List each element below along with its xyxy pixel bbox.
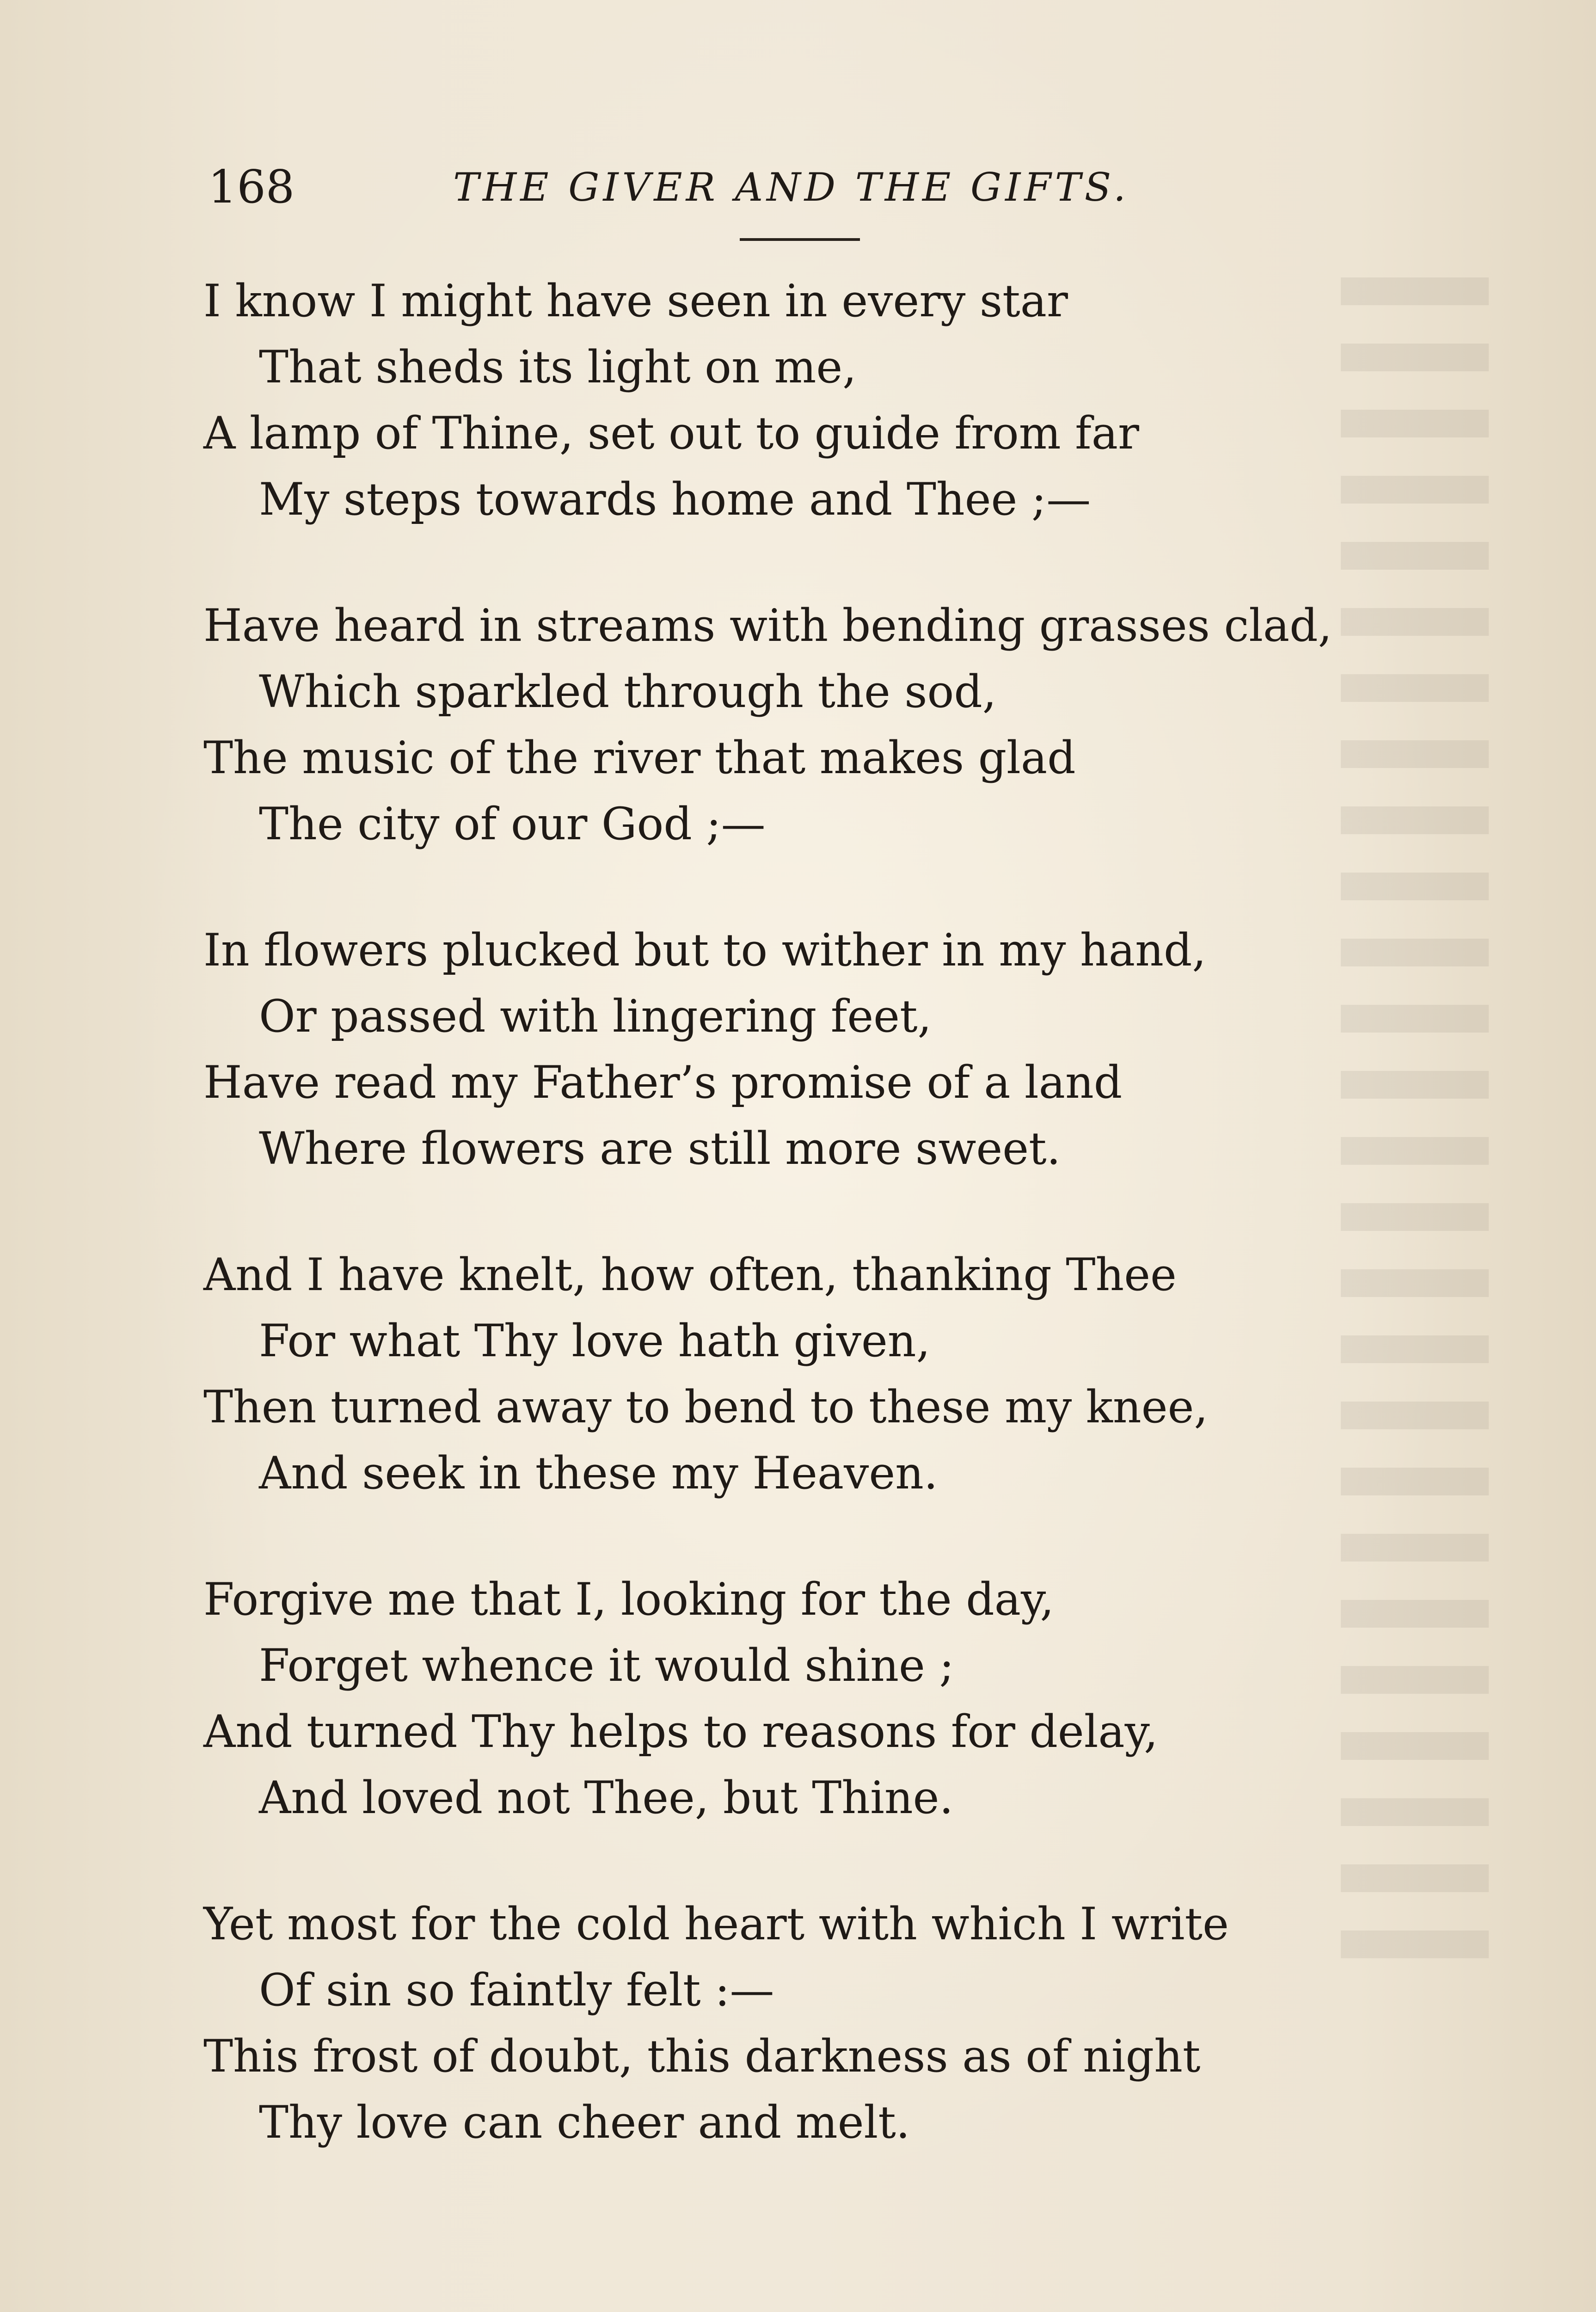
page-header <box>208 157 1225 227</box>
stanza <box>203 268 1406 533</box>
poem-line: And turned Thy helps to reasons for delay, <box>203 1706 1158 1758</box>
poem-line: And I have knelt, how often, thanking Thee <box>203 1249 1177 1301</box>
poem-line: Have heard in streams with bending grasses clad, <box>203 600 1332 652</box>
poem-line: In flowers plucked but to wither in my hand, <box>203 924 1206 976</box>
poem-line: A lamp of Thine, set out to guide from far <box>203 407 1139 459</box>
poem-line: Forget whence it would shine ; <box>259 1640 954 1691</box>
poem-line: The city of our God ;— <box>259 798 766 850</box>
poem-line: Or passed with lingering feet, <box>259 990 932 1042</box>
poem-line: And seek in these my Heaven. <box>259 1447 938 1499</box>
poem-line: Yet most for the cold heart with which I write <box>203 1898 1229 1950</box>
stanza <box>203 1567 1406 1831</box>
page-number: 168 <box>208 161 295 214</box>
header-rule <box>740 238 860 241</box>
poem-line: Thy love can cheer and melt. <box>259 2097 910 2148</box>
poem-line: I know I might have seen in every star <box>203 275 1068 327</box>
poem-line: The music of the river that makes glad <box>203 732 1076 784</box>
poem-line: That sheds its light on me, <box>259 341 857 393</box>
poem-line: Forgive me that I, looking for the day, <box>203 1574 1054 1625</box>
poem <box>203 268 1406 2216</box>
poem-line: Then turned away to bend to these my knee, <box>203 1381 1208 1433</box>
stanza <box>203 593 1406 857</box>
poem-line: Which sparkled through the sod, <box>259 666 997 718</box>
stanza <box>203 1891 1406 2156</box>
stanza <box>203 1242 1406 1506</box>
poem-line: And loved not Thee, but Thine. <box>259 1772 953 1824</box>
stanza <box>203 917 1406 1182</box>
poem-line: This frost of doubt, this darkness as of night <box>203 2030 1201 2082</box>
poem-line: Of sin so faintly felt :— <box>259 1964 774 2016</box>
poem-line: Where flowers are still more sweet. <box>259 1123 1061 1174</box>
poem-line: For what Thy love hath given, <box>259 1315 931 1367</box>
poem-line: My steps towards home and Thee ;— <box>259 473 1091 525</box>
poem-line: Have read my Father’s promise of a land <box>203 1057 1123 1108</box>
running-head: THE GIVER AND THE GIFTS. <box>453 165 1129 210</box>
